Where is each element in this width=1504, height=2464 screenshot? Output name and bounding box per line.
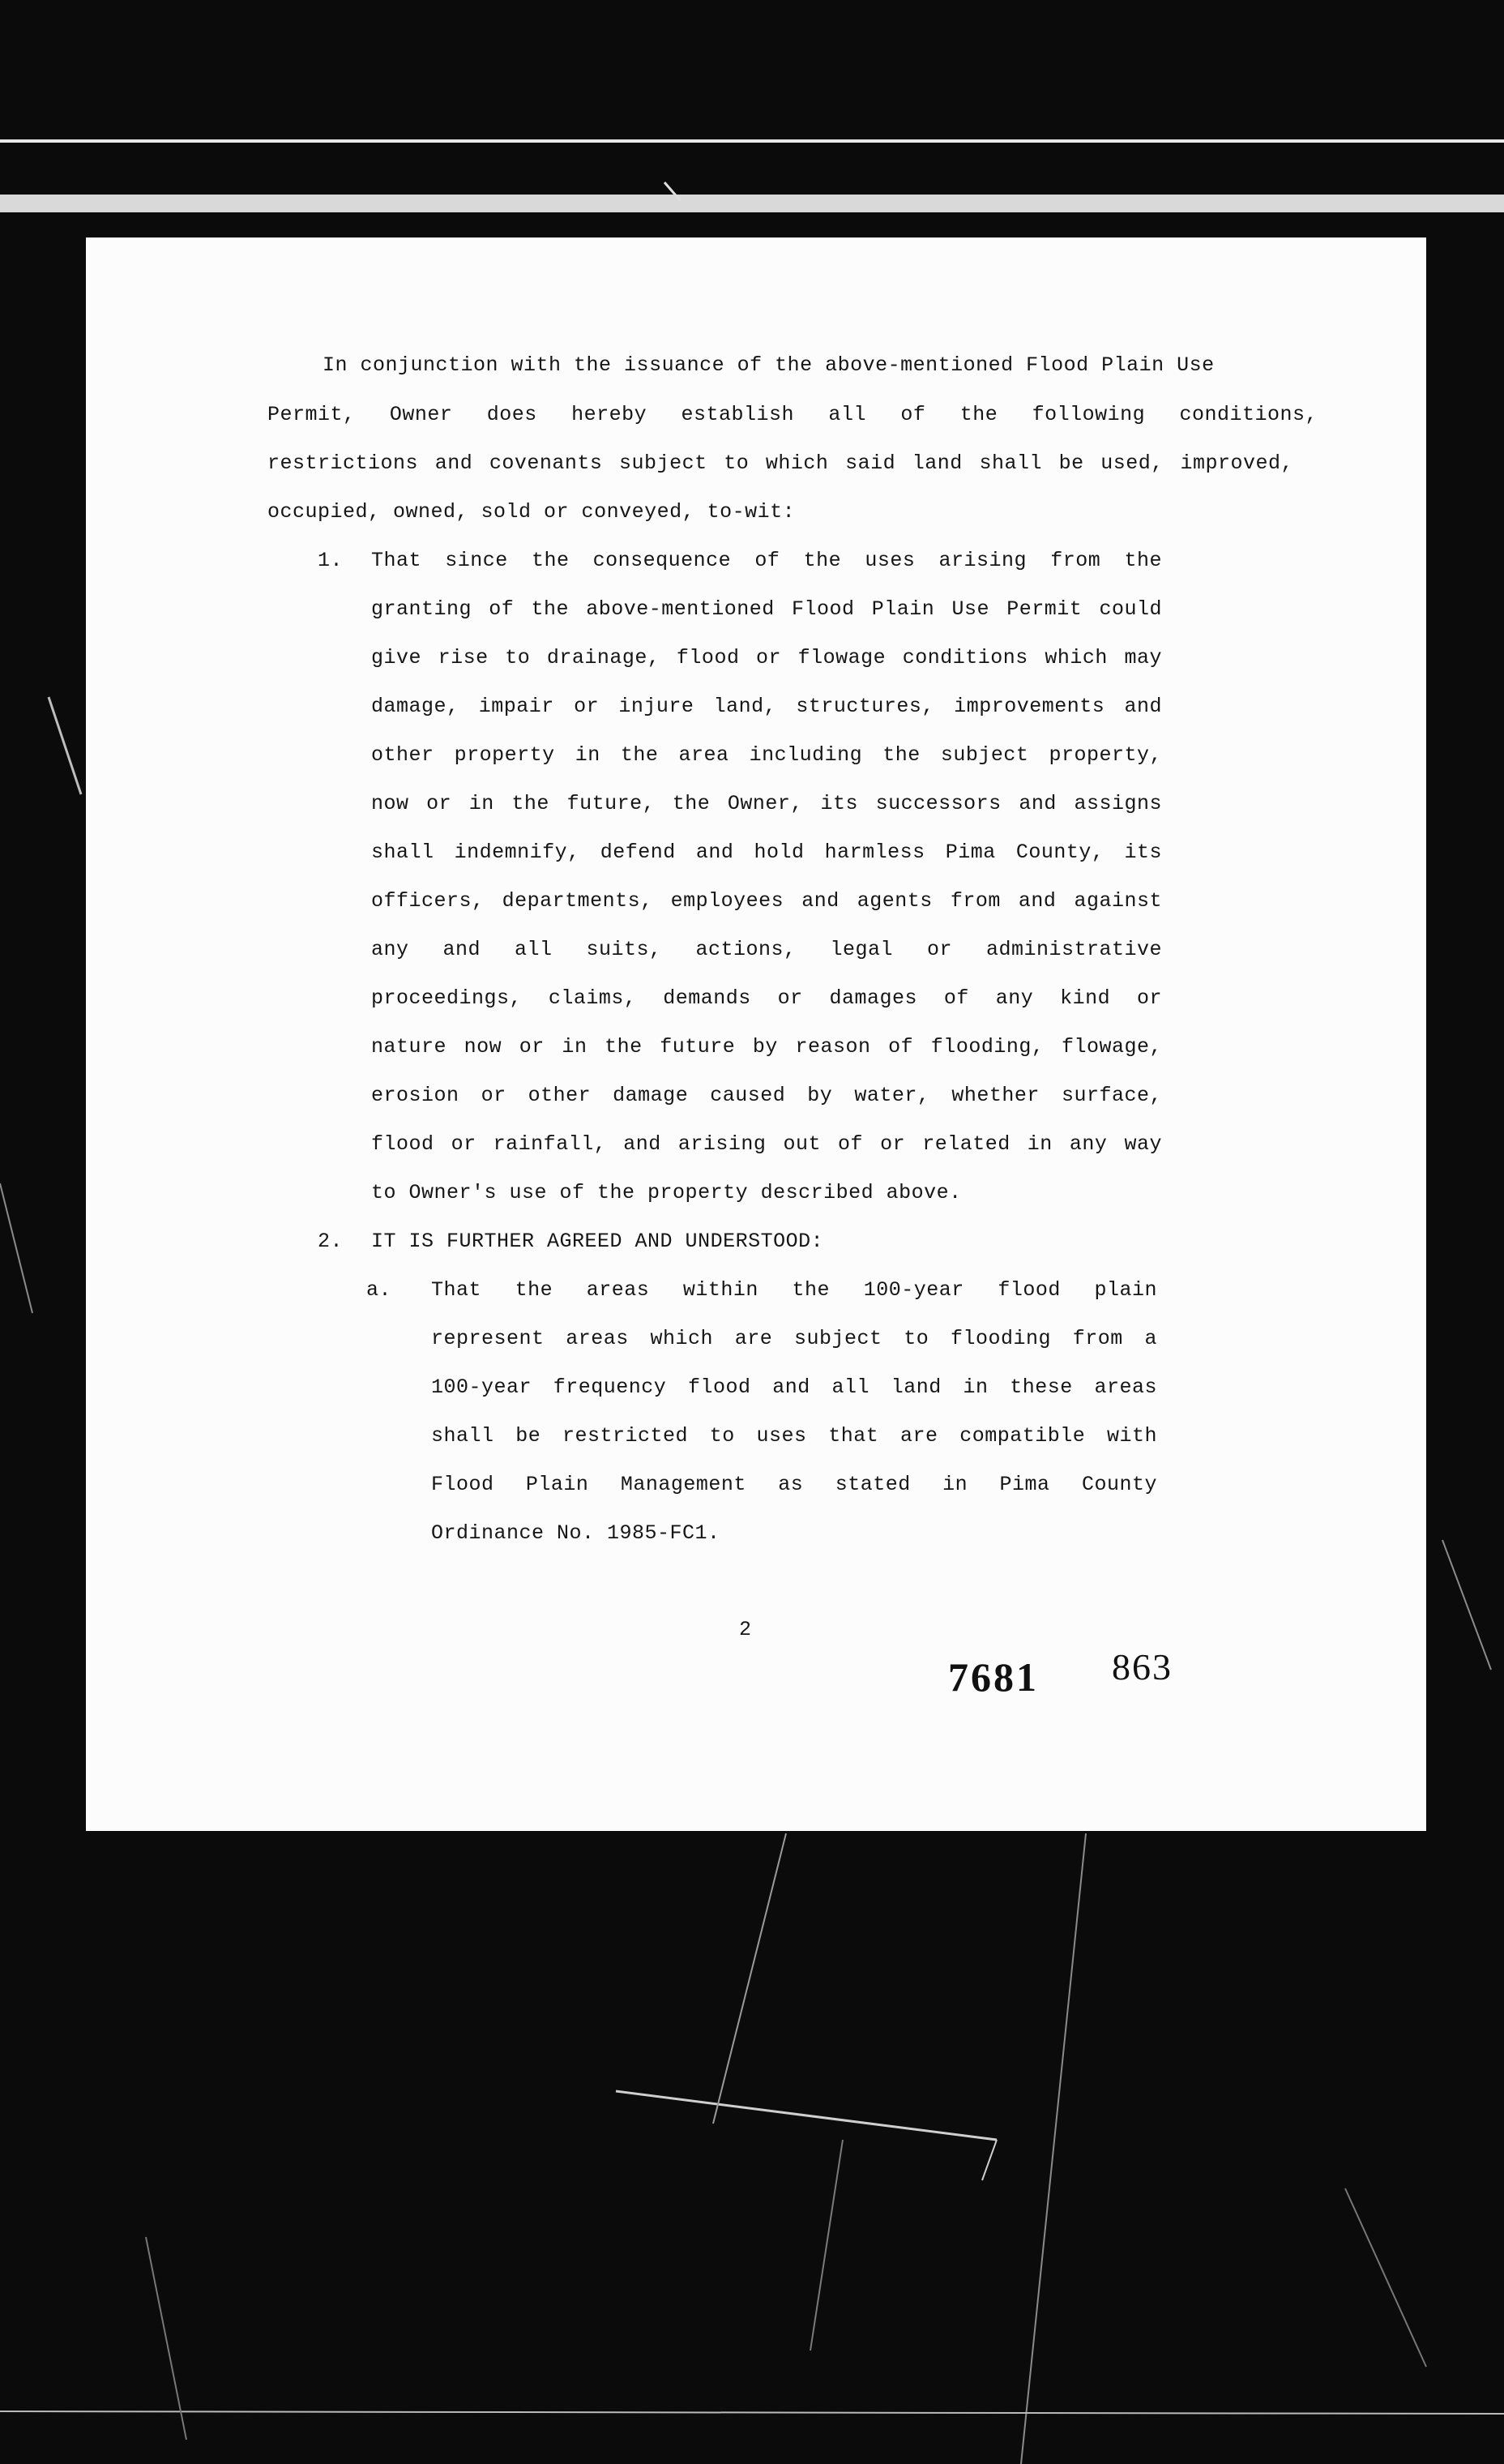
- item-2a-letter: a.: [366, 1278, 392, 1302]
- item-1-line: flood or rainfall, and arising out of or related in any way: [371, 1132, 1162, 1156]
- item-1-line: give rise to drainage, flood or flowage conditions which may: [371, 646, 1162, 669]
- docket-number: 7681: [948, 1654, 1039, 1700]
- item-1-line: now or in the future, the Owner, its successors and assigns: [371, 792, 1162, 815]
- item-2a-line: represent areas which are subject to flooding from a: [431, 1327, 1157, 1350]
- intro-line-2: Permit, Owner does hereby establish all of the following conditions,: [267, 403, 1318, 426]
- item-1-line: any and all suits, actions, legal or administrative: [371, 938, 1162, 961]
- item-1-line: other property in the area including the subject property,: [371, 743, 1162, 767]
- item-1-line: proceedings, claims, demands or damages of any kind or: [371, 986, 1162, 1010]
- item-2-heading: IT IS FURTHER AGREED AND UNDERSTOOD:: [371, 1230, 824, 1253]
- item-1-number: 1.: [318, 549, 344, 572]
- item-1-line: officers, departments, employees and agents from and against: [371, 889, 1162, 913]
- item-1-line: nature now or in the future by reason of flooding, flowage,: [371, 1035, 1162, 1059]
- item-2a-line: 100-year frequency flood and all land in these areas: [431, 1375, 1157, 1399]
- item-1-line: granting of the above-mentioned Flood Plain Use Permit could: [371, 597, 1162, 621]
- intro-line-1: In conjunction with the issuance of the above-mentioned Flood Plain Use: [323, 353, 1215, 377]
- intro-line-4: occupied, owned, sold or conveyed, to-wit:: [267, 500, 796, 524]
- item-1-line: That since the consequence of the uses arising from the: [371, 549, 1162, 572]
- item-2a-line: shall be restricted to uses that are compatible with: [431, 1424, 1157, 1448]
- item-1-line: erosion or other damage caused by water, whether surface,: [371, 1084, 1162, 1107]
- item-1-line: damage, impair or injure land, structures, improvements and: [371, 695, 1162, 718]
- item-2a-line: Flood Plain Management as stated in Pima County: [431, 1473, 1157, 1496]
- item-2-number: 2.: [318, 1230, 344, 1253]
- item-1-line: shall indemnify, defend and hold harmless Pima County, its: [371, 841, 1162, 864]
- docket-page-number: 863: [1112, 1646, 1173, 1688]
- document-sheet: [86, 237, 1426, 1831]
- item-2a-line: That the areas within the 100-year flood plain: [431, 1278, 1157, 1302]
- intro-line-3: restrictions and covenants subject to which said land shall be used, improved,: [267, 451, 1293, 475]
- item-2a-line: Ordinance No. 1985-FC1.: [431, 1521, 720, 1545]
- item-1-line: to Owner's use of the property described above.: [371, 1181, 962, 1204]
- page-number: 2: [739, 1618, 752, 1641]
